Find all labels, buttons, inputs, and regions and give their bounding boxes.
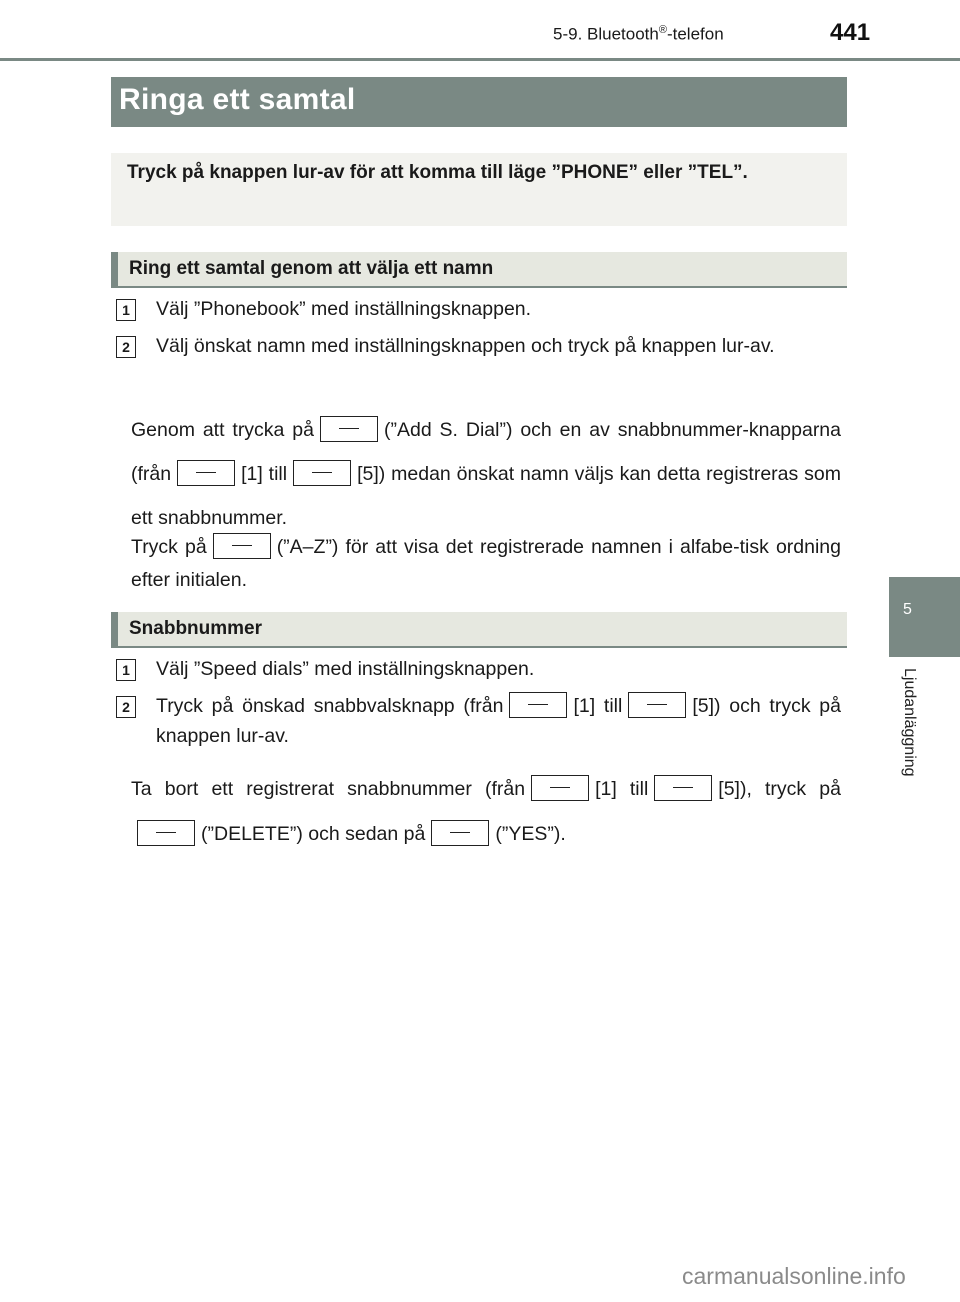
step-1-speed-dials	[116, 654, 841, 684]
step-text-part: Tryck på önskad snabbvalsknapp (från	[156, 695, 504, 717]
note-text: [1] till	[241, 463, 288, 485]
section-heading-select-name	[111, 252, 847, 288]
chapter-number: 5	[903, 601, 912, 618]
running-header	[553, 24, 724, 45]
watermark: carmanualsonline.info	[682, 1263, 906, 1289]
step-2-press-speed-dial	[116, 691, 841, 751]
section-heading-speed-dial	[111, 612, 847, 648]
speed-dial-1-button-icon	[531, 775, 589, 801]
note-text: [1] till	[595, 778, 649, 800]
step-number-icon: 2	[116, 336, 136, 358]
speed-dial-5-button-icon	[628, 692, 686, 718]
step-text-part: [5]) och tryck på knappen lur-av.	[156, 695, 842, 747]
section-heading-text: Snabbnummer	[129, 618, 263, 639]
section-name: 5-9. Bluetooth	[553, 24, 659, 44]
add-s-dial-button-icon	[320, 416, 378, 442]
delete-button-icon	[137, 820, 195, 846]
step-number-icon: 2	[116, 696, 136, 718]
step-2-select-name	[116, 331, 841, 361]
speed-dial-1-button-icon	[509, 692, 567, 718]
note-text: Ta bort ett registrerat snabbnummer (från	[131, 778, 526, 800]
page-number: 441	[830, 19, 871, 46]
step-text-part: [1] till	[573, 695, 623, 717]
note-text: [5]) medan önskat namn väljs kan detta registreras som ett snabbnummer.	[131, 463, 841, 529]
step-text	[156, 691, 841, 751]
note-text: [5]), tryck på	[718, 778, 842, 800]
step-number-icon: 1	[116, 659, 136, 681]
note-text: (”Add S. Dial”) och en av snabbnummer-knapparna (från	[131, 419, 842, 485]
chapter-tab	[889, 577, 960, 657]
registered-mark: ®	[658, 24, 667, 36]
step-text: Välj önskat namn med inställningsknappen och tryck på knappen lur-av.	[156, 335, 775, 357]
a-z-button-icon	[213, 533, 271, 559]
note-text: Genom att trycka på	[131, 419, 314, 441]
page-title-bar	[111, 77, 847, 127]
yes-button-icon	[431, 820, 489, 846]
intro-box	[111, 153, 847, 226]
chapter-label: Ljudanläggning	[901, 668, 918, 777]
note-text: (”A–Z”) för att visa det registrerade namnen i alfabe-tisk ordning efter initialen.	[131, 536, 841, 591]
intro-text: Tryck på knappen lur-av för att komma till läge ”PHONE” eller ”TEL”.	[127, 162, 748, 183]
chapter-label-container	[896, 668, 920, 808]
speed-dial-1-button-icon	[177, 460, 235, 486]
speed-dial-5-button-icon	[293, 460, 351, 486]
section-heading-text: Ring ett samtal genom att välja ett namn	[129, 258, 494, 279]
note-delete-speed-dial	[131, 767, 841, 857]
step-text: Välj ”Phonebook” med inställningsknappen.	[156, 298, 532, 320]
speed-dial-5-button-icon	[654, 775, 712, 801]
note-text: Tryck på	[131, 536, 207, 558]
note-text: (”YES”).	[495, 823, 566, 845]
step-1-phonebook	[116, 294, 841, 324]
header-divider	[0, 58, 960, 61]
note-add-speed-dial	[131, 408, 841, 540]
page-title: Ringa ett samtal	[119, 83, 356, 116]
section-suffix: -telefon	[666, 24, 724, 44]
step-number-icon: 1	[116, 299, 136, 321]
note-text: (”DELETE”) och sedan på	[201, 823, 426, 845]
step-text: Välj ”Speed dials” med inställningsknappen.	[156, 658, 535, 680]
note-a-z	[131, 531, 841, 597]
